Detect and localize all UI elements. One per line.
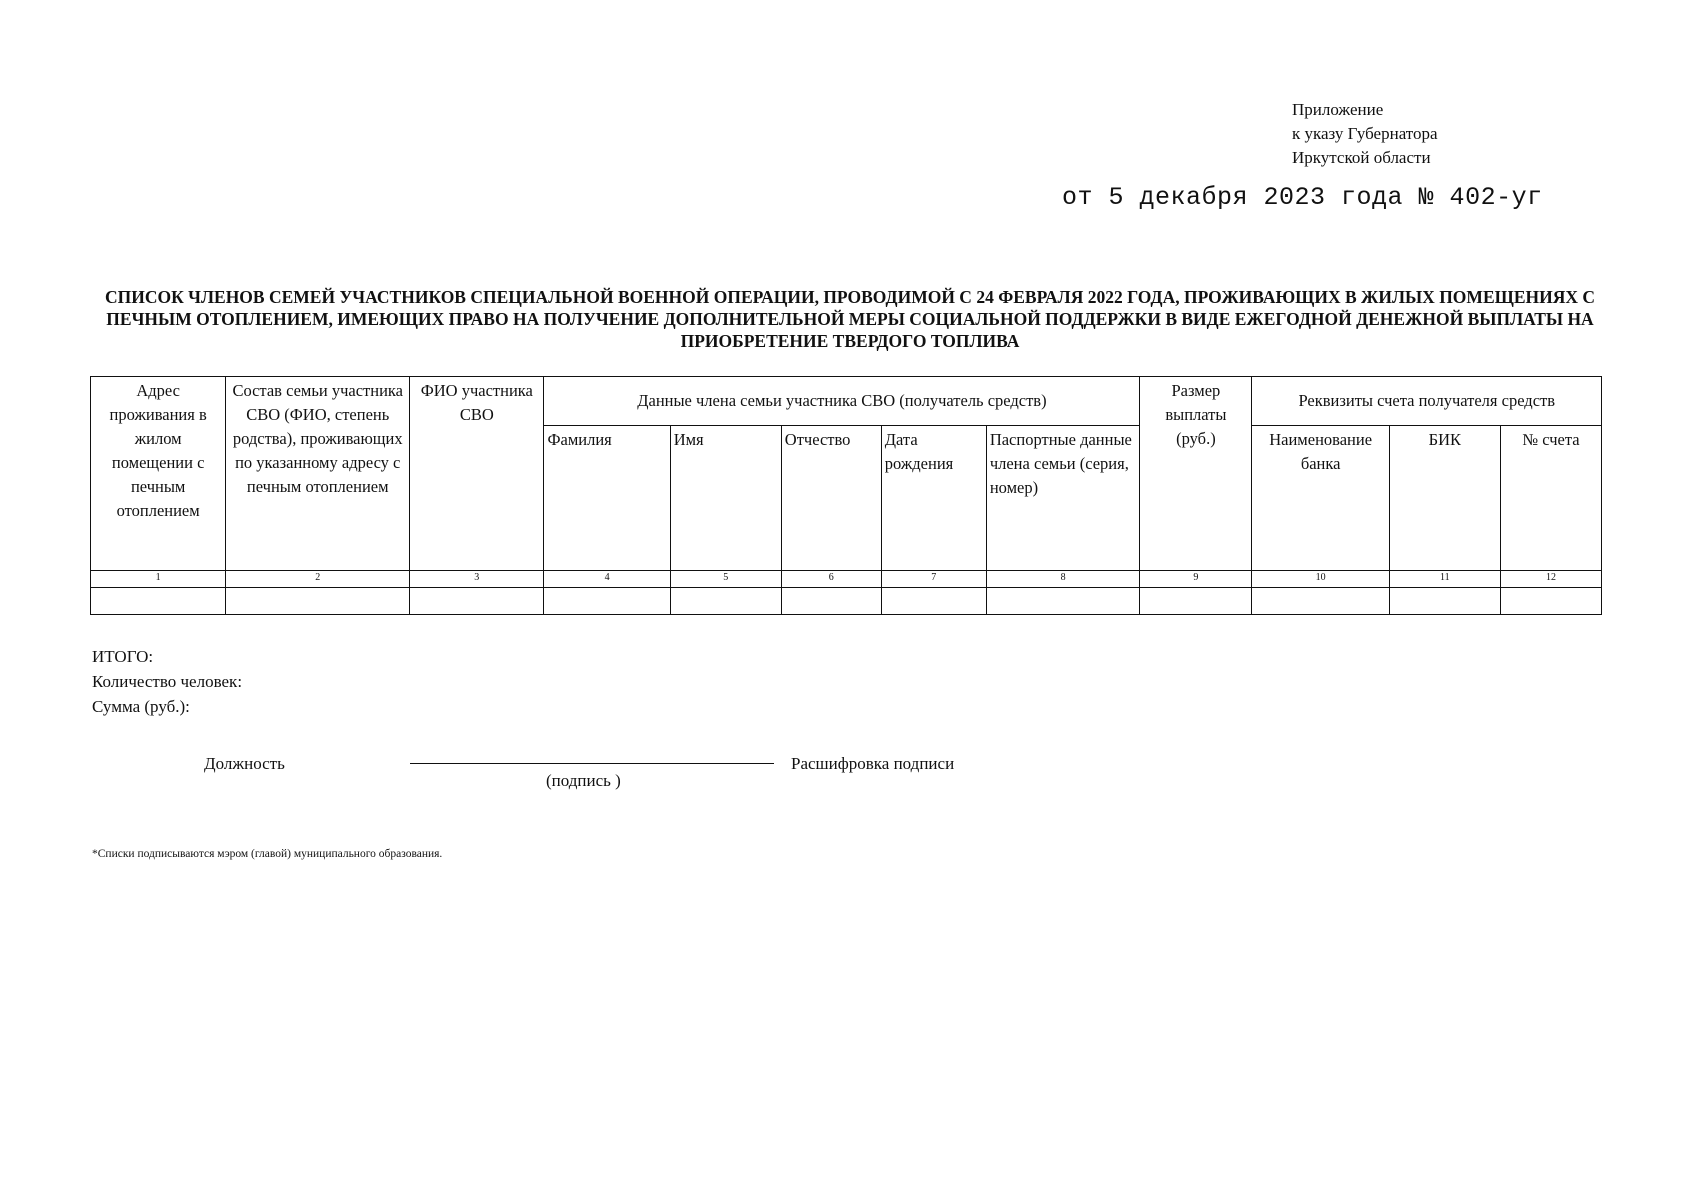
header-surname: Фамилия	[544, 426, 670, 571]
header-bik: БИК	[1389, 426, 1500, 571]
totals-count: Количество человек:	[92, 672, 243, 691]
table-cell	[781, 588, 881, 615]
header-account-group: Реквизиты счета получателя средств	[1252, 377, 1602, 426]
table-cell	[91, 588, 226, 615]
decree-stamp: от 5 декабря 2023 года № 402-уг	[1062, 183, 1543, 212]
header-participant: ФИО участника СВО	[410, 377, 544, 571]
footnote: *Списки подписываются мэром (главой) муниципального образования.	[92, 848, 443, 860]
header-family: Состав семьи участника СВО (ФИО, степень родства), проживающих по указанному адресу с печным отоплением	[226, 377, 410, 571]
appendix-block	[1292, 98, 1438, 170]
header-member-group: Данные члена семьи участника СВО (получатель средств)	[544, 377, 1140, 426]
column-number: 5	[670, 571, 781, 588]
header-payment	[1140, 377, 1252, 571]
header-passport: Паспортные данные члена семьи (серия, номер)	[986, 426, 1140, 571]
column-number: 6	[781, 571, 881, 588]
column-number: 3	[410, 571, 544, 588]
header-payment-label: Размер выплаты	[1165, 381, 1227, 424]
appendix-line: Иркутской области	[1292, 148, 1431, 167]
appendix-line: Приложение	[1292, 100, 1384, 119]
table-cell	[410, 588, 544, 615]
column-number: 7	[881, 571, 986, 588]
signature-position: Должность	[204, 754, 285, 773]
table-cell	[544, 588, 670, 615]
column-number: 4	[544, 571, 670, 588]
header-birthdate: Дата рождения	[881, 426, 986, 571]
table-cell	[1140, 588, 1252, 615]
table-cell	[226, 588, 410, 615]
signature-decoding: Расшифровка подписи	[791, 754, 955, 773]
header-account-number: № счета	[1500, 426, 1601, 571]
column-number: 12	[1500, 571, 1601, 588]
totals-label: ИТОГО:	[92, 647, 154, 666]
table-cell	[986, 588, 1140, 615]
header-address: Адрес проживания в жилом помещении с печным отоплением	[91, 377, 226, 571]
column-numbers-row	[91, 571, 1602, 588]
header-name: Имя	[670, 426, 781, 571]
recipients-table	[90, 376, 1602, 615]
column-number: 2	[226, 571, 410, 588]
totals-block	[92, 644, 242, 719]
header-bank: Наименование банка	[1252, 426, 1389, 571]
table-cell	[1389, 588, 1500, 615]
appendix-line: к указу Губернатора	[1292, 124, 1438, 143]
table-cell	[1252, 588, 1389, 615]
table-cell	[881, 588, 986, 615]
table-cell	[1500, 588, 1601, 615]
document-title: СПИСОК ЧЛЕНОВ СЕМЕЙ УЧАСТНИКОВ СПЕЦИАЛЬНОЙ ВОЕННОЙ ОПЕРАЦИИ, ПРОВОДИМОЙ С 24 ФЕВРАЛЯ 2022 ГОДА, ПРОЖИВАЮЩИХ В ЖИЛЫХ ПОМЕЩЕНИЯХ С ПЕЧНЫМ ОТОПЛЕНИЕМ, ИМЕЮЩИХ ПРАВО НА ПОЛУЧЕНИЕ ДОПОЛНИТЕЛЬНОЙ МЕРЫ СОЦИАЛЬНОЙ ПОДДЕРЖКИ В ВИДЕ ЕЖЕГОДНОЙ ДЕНЕЖНОЙ ВЫПЛАТЫ НА ПРИОБРЕТЕНИЕ ТВЕРДОГО ТОПЛИВА	[104, 287, 1596, 351]
totals-sum: Сумма (руб.):	[92, 697, 190, 716]
signature-hint: (подпись )	[546, 771, 621, 790]
header-payment-unit: (руб.)	[1176, 429, 1216, 448]
header-patronymic: Отчество	[781, 426, 881, 571]
column-number: 11	[1389, 571, 1500, 588]
signature-line	[410, 763, 774, 764]
table-row	[91, 588, 1602, 615]
column-number: 10	[1252, 571, 1389, 588]
table-cell	[670, 588, 781, 615]
column-number: 9	[1140, 571, 1252, 588]
column-number: 1	[91, 571, 226, 588]
column-number: 8	[986, 571, 1140, 588]
